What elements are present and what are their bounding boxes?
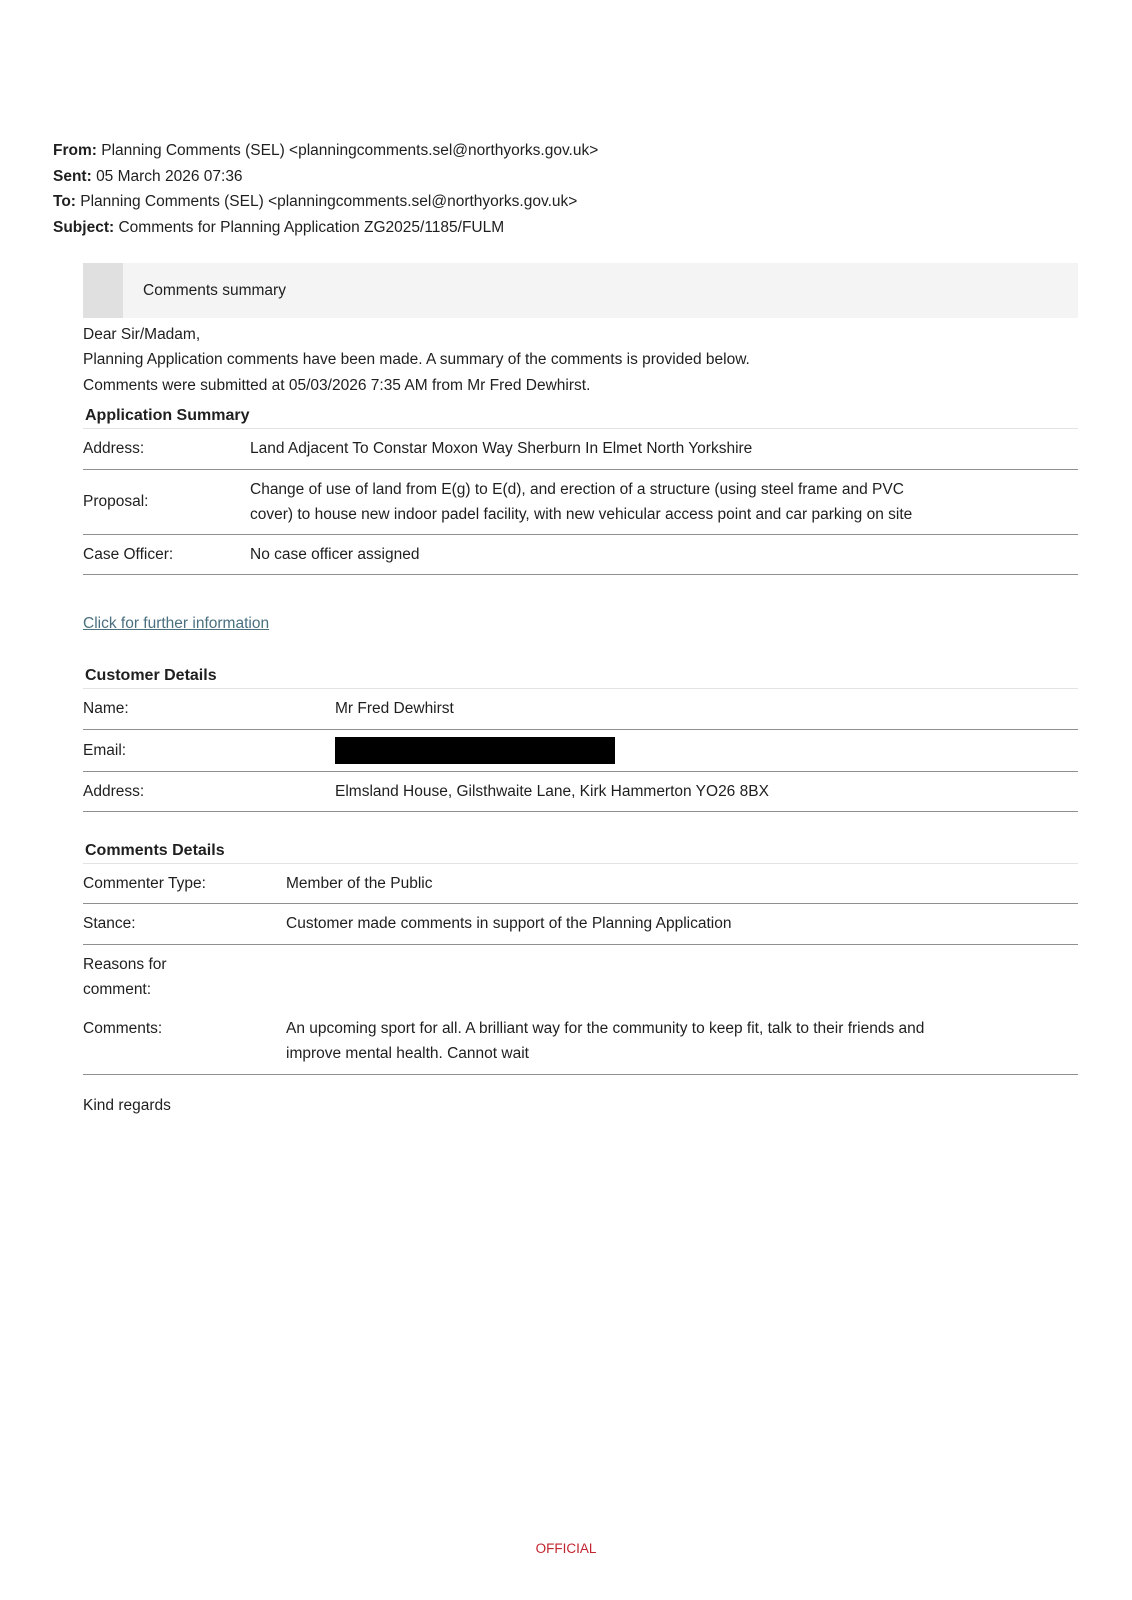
- sent-label: Sent:: [53, 167, 92, 185]
- image-placeholder: [83, 263, 123, 318]
- intro-line-2: Comments were submitted at 05/03/2026 7:35 AM from Mr Fred Dewhirst.: [83, 376, 591, 394]
- row-label: Email:: [83, 729, 335, 771]
- row-label: Address:: [83, 429, 250, 469]
- table-row: [83, 771, 1078, 811]
- email-body: [83, 263, 1078, 1115]
- row-label: Case Officer:: [83, 535, 250, 575]
- header-from-line: [53, 138, 1132, 164]
- row-value: An upcoming sport for all. A brilliant way for the community to keep fit, talk to their friends and improve mental health. Cannot wait: [286, 1009, 1078, 1074]
- row-value: Member of the Public: [286, 864, 1078, 904]
- from-value: Planning Comments (SEL) <planningcomments.sel@northyorks.gov.uk>: [101, 142, 599, 159]
- row-label: Address:: [83, 771, 335, 811]
- to-value: Planning Comments (SEL) <planningcomments.sel@northyorks.gov.uk>: [80, 193, 578, 210]
- application-summary-heading: Application Summary: [85, 407, 250, 425]
- row-label: Stance:: [83, 904, 286, 944]
- intro-line-1: Planning Application comments have been made. A summary of the comments is provided below.: [83, 351, 750, 369]
- closing-text: Kind regards: [83, 1096, 171, 1114]
- customer-details-heading: Customer Details: [85, 667, 217, 685]
- header-to-line: [53, 189, 1132, 215]
- table-row: [83, 729, 1078, 771]
- table-row: [83, 429, 1078, 469]
- row-value: Elmsland House, Gilsthwaite Lane, Kirk Hammerton YO26 8BX: [335, 771, 1078, 811]
- application-summary-table: [83, 428, 1078, 575]
- email-header: [53, 0, 1132, 240]
- row-value: Mr Fred Dewhirst: [335, 689, 1078, 729]
- redacted-email: [335, 737, 615, 764]
- table-row: [83, 904, 1078, 944]
- row-value: No case officer assigned: [250, 535, 1078, 575]
- row-value: Customer made comments in support of the Planning Application: [286, 904, 1078, 944]
- row-label: Comments:: [83, 1009, 286, 1074]
- intro-paragraph: [83, 322, 1078, 398]
- row-value: Land Adjacent To Constar Moxon Way Sherburn In Elmet North Yorkshire: [250, 429, 1078, 469]
- row-label: Proposal:: [83, 469, 250, 535]
- header-subject-line: [53, 215, 1132, 241]
- table-row: [83, 689, 1078, 729]
- further-information-link[interactable]: Click for further information: [83, 615, 270, 633]
- row-label: Name:: [83, 689, 335, 729]
- to-label: To:: [53, 193, 76, 210]
- table-row: [83, 535, 1078, 575]
- subject-label: Subject:: [53, 218, 115, 236]
- table-row: [83, 864, 1078, 904]
- from-label: From:: [53, 142, 97, 159]
- subject-value: Comments for Planning Application ZG2025/1185/FULM: [118, 218, 505, 236]
- row-value: Change of use of land from E(g) to E(d), and erection of a structure (using steel frame and PVC cover) to house new indoor padel facility, with new vehicular access point and car parking on site: [250, 469, 1078, 535]
- official-classification: OFFICIAL: [535, 1541, 597, 1556]
- row-value: [335, 729, 1078, 771]
- table-row: [83, 944, 1078, 1009]
- row-label: Commenter Type:: [83, 864, 286, 904]
- comments-summary-banner: [83, 263, 1078, 318]
- comments-details-heading: Comments Details: [85, 842, 225, 859]
- table-row: [83, 469, 1078, 535]
- salutation: Dear Sir/Madam,: [83, 326, 201, 343]
- comments-details-table: [83, 863, 1078, 1075]
- sent-value: 05 March 2026 07:36: [96, 167, 243, 185]
- table-row: [83, 1009, 1078, 1074]
- row-label: Reasons for comment:: [83, 955, 167, 998]
- customer-details-table: [83, 688, 1078, 812]
- banner-title: Comments summary: [143, 281, 286, 299]
- header-sent-line: [53, 164, 1132, 190]
- row-value: [286, 944, 1078, 1009]
